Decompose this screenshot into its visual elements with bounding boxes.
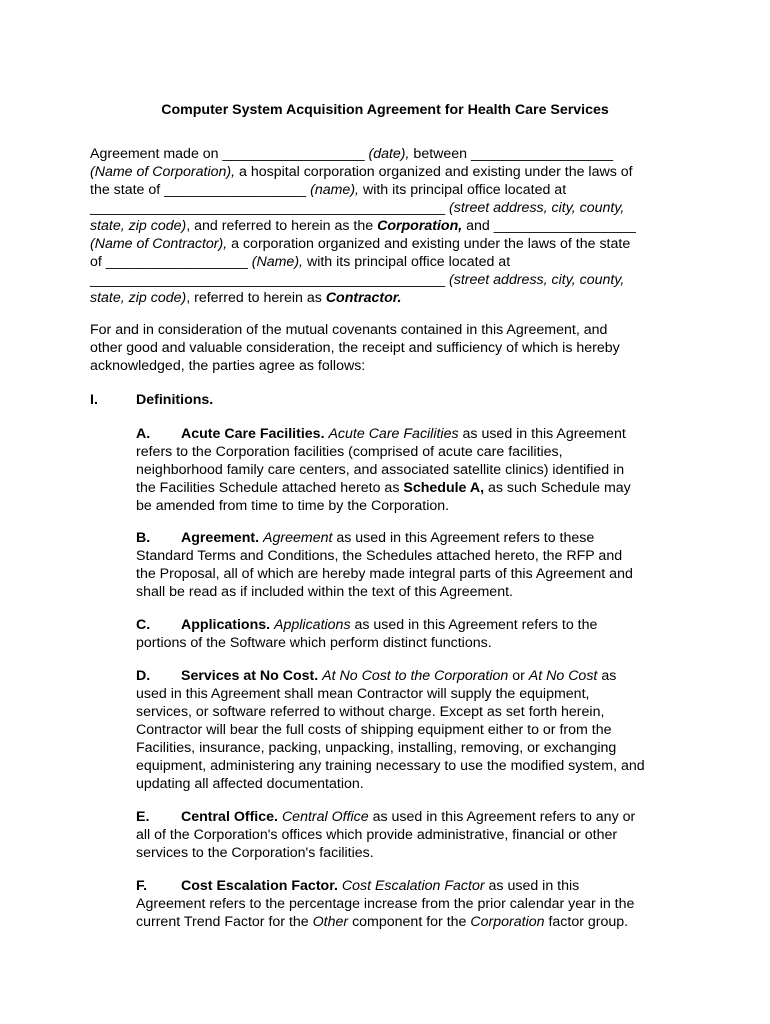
text-run: Contractor. — [325, 290, 402, 306]
text-run: state, zip code) — [90, 290, 187, 306]
definition-line — [136, 497, 696, 515]
intro-line — [90, 235, 680, 253]
text-run: the state of __________________ — [90, 182, 311, 198]
definition-label: F. — [136, 878, 148, 894]
definition-label: A. — [136, 426, 151, 442]
definition-line — [136, 616, 696, 634]
text-run: state, zip code) — [90, 218, 187, 234]
text-run: between __________________ — [409, 146, 614, 162]
intro-line — [90, 145, 680, 163]
definition-line — [136, 844, 696, 862]
definition-a — [136, 425, 696, 515]
intro-line — [90, 271, 680, 289]
text-run: factor group. — [544, 914, 629, 930]
text-run: , referred to herein as — [186, 290, 326, 306]
text-run: component for the — [348, 914, 471, 930]
text-run: (Name), — [251, 254, 303, 270]
text-run: Cost Escalation Factor. — [181, 878, 338, 894]
text-run: Central Office. — [181, 809, 278, 825]
text-run: Contractor will bear the full costs of shipping equipment either to or from the — [136, 722, 612, 738]
consideration-line: other good and valuable consideration, the receipt and sufficiency of which is hereby — [90, 340, 620, 356]
text-run: _____________________________________________ — [90, 200, 450, 216]
text-run: (date), — [368, 146, 410, 162]
text-run: with its principal office located at — [303, 254, 511, 270]
text-run: (street address, city, county, — [449, 200, 625, 216]
text-run: a hospital corporation organized and existing under the laws of — [235, 164, 633, 180]
definition-line — [136, 775, 696, 793]
text-run: Applications. — [181, 617, 271, 633]
text-run: a corporation organized and existing under the laws of the state — [227, 236, 631, 252]
consideration-line: For and in consideration of the mutual covenants contained in this Agreement, and — [90, 322, 608, 338]
text-run: _____________________________________________ — [90, 272, 450, 288]
text-run: shall be read as if included within the text of this Agreement. — [136, 584, 513, 600]
definition-c — [136, 616, 696, 652]
text-run: (street address, city, county, — [449, 272, 625, 288]
text-run: Standard Terms and Conditions, the Schedules attached hereto, the RFP and — [136, 548, 623, 564]
text-run: be amended from time to time by the Corporation. — [136, 498, 450, 514]
consideration-paragraph — [90, 321, 680, 375]
text-run: as used in this Agreement refers to the — [350, 617, 598, 633]
text-run: At No Cost to the Corporation — [322, 668, 509, 684]
text-run: and __________________ — [462, 218, 636, 234]
definition-label: B. — [136, 530, 151, 546]
text-run: (Name of Corporation), — [90, 164, 236, 180]
text-run: Other — [312, 914, 349, 930]
definition-line — [136, 479, 696, 497]
intro-line — [90, 181, 680, 199]
text-run: At No Cost — [528, 668, 598, 684]
text-run: updating all affected documentation. — [136, 776, 364, 792]
definition-f — [136, 877, 696, 931]
text-run: (name), — [310, 182, 359, 198]
definition-d — [136, 667, 696, 793]
definition-line — [136, 895, 696, 913]
definition-b — [136, 529, 696, 601]
text-run: with its principal office located at — [359, 182, 567, 198]
definition-line — [136, 685, 696, 703]
text-run: services to the Corporation's facilities. — [136, 845, 374, 861]
intro-line — [90, 217, 680, 235]
section-number: I. — [90, 392, 98, 408]
text-run: the Facilities Schedule attached hereto as — [136, 480, 404, 496]
text-run: Corporation, — [377, 218, 463, 234]
section-heading — [90, 391, 213, 409]
intro-line — [90, 289, 680, 307]
text-run: Central Office — [281, 809, 369, 825]
intro-line — [90, 199, 680, 217]
definition-line — [136, 583, 696, 601]
text-run: as — [597, 668, 617, 684]
intro-line — [90, 163, 680, 181]
text-run: Acute Care Facilities. — [181, 426, 325, 442]
text-run: Agreement. — [181, 530, 260, 546]
text-run: of __________________ — [90, 254, 252, 270]
text-run: services, or software referred to without charge. Except as set forth herein, — [136, 704, 605, 720]
consideration-line: acknowledged, the parties agree as follows: — [90, 358, 366, 374]
section-title: Definitions. — [136, 392, 214, 408]
text-run: the Proposal, all of which are hereby made integral parts of this Agreement and — [136, 566, 633, 582]
text-run: Cost Escalation Factor — [341, 878, 485, 894]
definition-line — [136, 808, 696, 826]
definition-label: D. — [136, 668, 151, 684]
definition-line — [136, 757, 696, 775]
text-run — [326, 290, 402, 306]
text-run: (Name of Contractor), — [90, 236, 228, 252]
definition-line — [136, 739, 696, 757]
text-run: Acute Care Facilities — [328, 426, 459, 442]
text-run: Agreement — [263, 530, 333, 546]
text-run: all of the Corporation's offices which provide administrative, financial or other — [136, 827, 618, 843]
text-run: as used in this Agreement — [458, 426, 626, 442]
definition-line — [136, 565, 696, 583]
text-run: current Trend Factor for the — [136, 914, 313, 930]
definition-line — [136, 547, 696, 565]
text-run: Corporation — [470, 914, 545, 930]
definition-line — [136, 529, 696, 547]
definition-line — [136, 634, 696, 652]
text-run: or — [508, 668, 529, 684]
definition-line — [136, 721, 696, 739]
text-run: equipment, administering any training necessary to use the modified system, and — [136, 758, 645, 774]
definition-line — [136, 826, 696, 844]
text-run: as used in this Agreement refers to these — [332, 530, 595, 546]
text-run: portions of the Software which perform distinct functions. — [136, 635, 492, 651]
text-run: Schedule A, — [403, 480, 485, 496]
definition-line — [136, 461, 696, 479]
text-run: refers to the Corporation facilities (comprised of acute care facilities, — [136, 444, 563, 460]
text-run: as such Schedule may — [484, 480, 631, 496]
text-run: used in this Agreement shall mean Contractor will supply the equipment, — [136, 686, 590, 702]
definition-label: E. — [136, 809, 150, 825]
text-run: as used in this Agreement refers to any or — [368, 809, 636, 825]
definition-e — [136, 808, 696, 862]
definition-line — [136, 425, 696, 443]
text-run: Agreement made on __________________ — [90, 146, 369, 162]
intro-paragraph — [90, 145, 680, 307]
text-run — [377, 218, 462, 234]
definition-line — [136, 443, 696, 461]
text-run: Facilities, insurance, packing, unpacking, installing, removing, or exchanging — [136, 740, 617, 756]
definition-line — [136, 877, 696, 895]
text-run: as used in this — [484, 878, 580, 894]
intro-line — [90, 253, 680, 271]
text-run: Applications — [274, 617, 351, 633]
definition-line — [136, 667, 696, 685]
text-run: neighborhood family care centers, and associated satellite clinics) identified in — [136, 462, 625, 478]
document-title: Computer System Acquisition Agreement for Health Care Services — [161, 102, 609, 118]
text-run: Services at No Cost. — [181, 668, 319, 684]
text-run: Agreement refers to the percentage increase from the prior calendar year in the — [136, 896, 635, 912]
definition-line — [136, 913, 696, 931]
text-run: , and referred to herein as the — [186, 218, 378, 234]
definition-label: C. — [136, 617, 151, 633]
definition-line — [136, 703, 696, 721]
